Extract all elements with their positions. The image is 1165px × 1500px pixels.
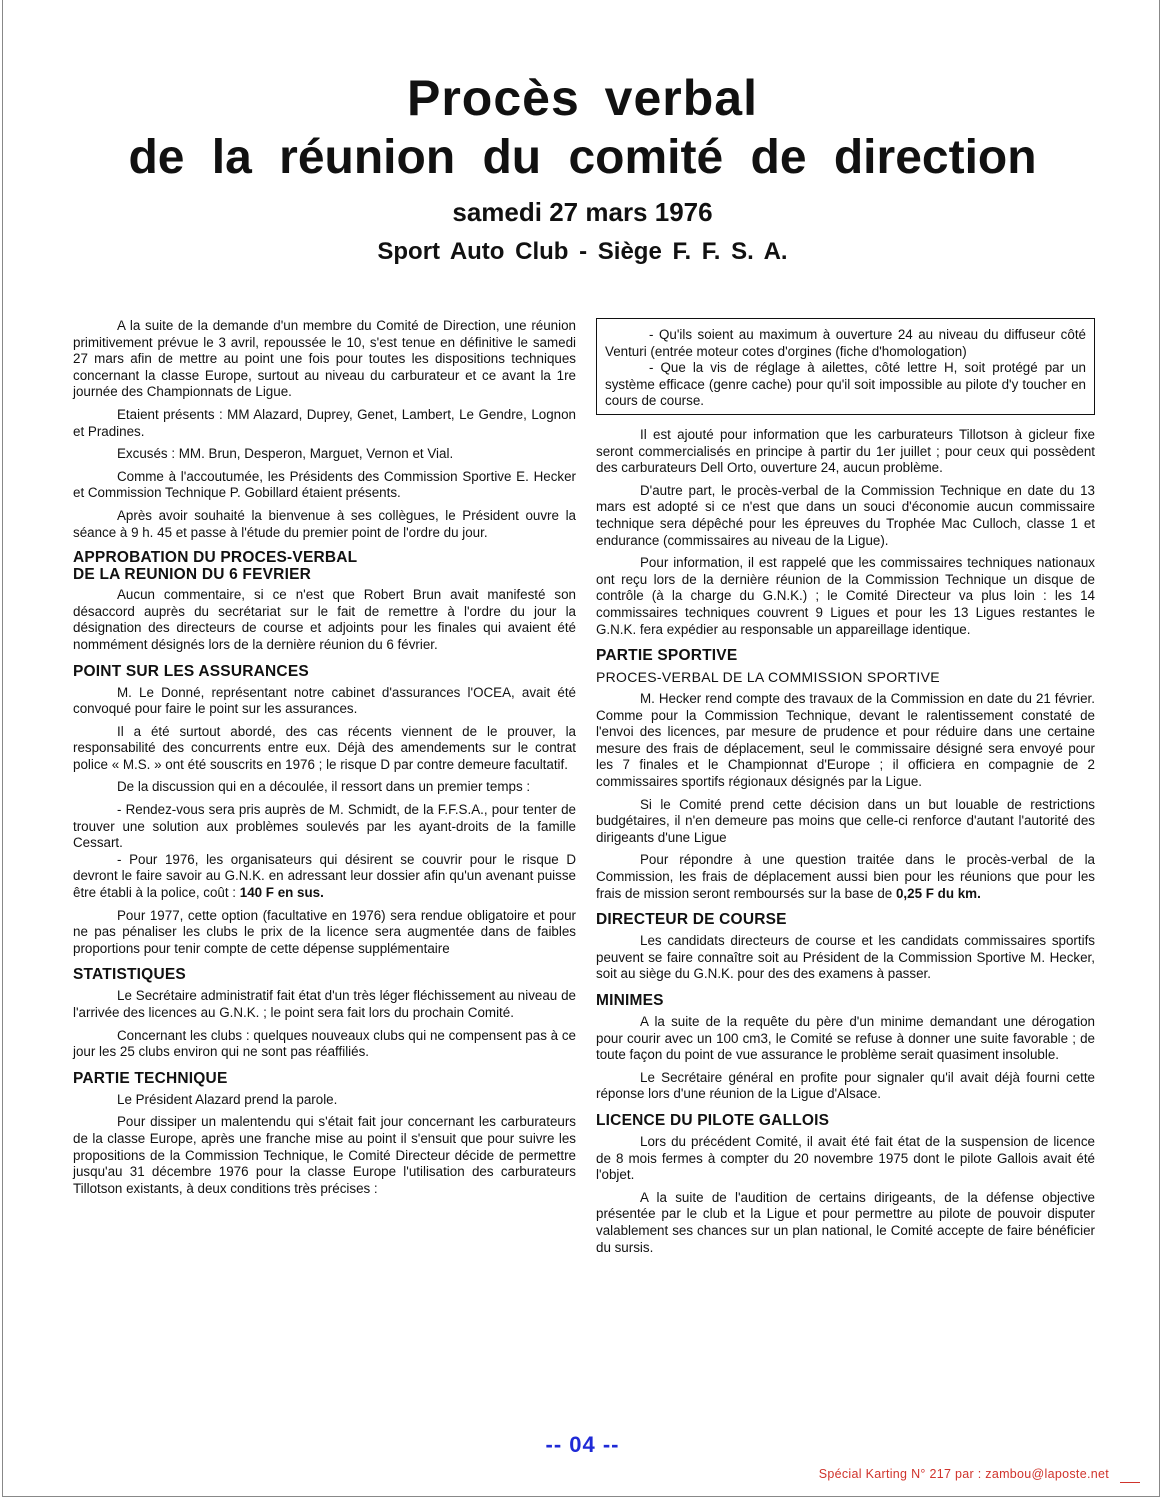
paragraph: Concernant les clubs : quelques nouveaux clubs qui ne compensent pas à ce jour les 25 clubs environ qui ne sont pas réaffiliés. [73, 1027, 576, 1060]
paragraph: Il a été surtout abordé, des cas récents viennent de le prouver, la responsabilité des concurrents entre eux. Déjà des amendements sur le contrat police « M.S. » ont été souscrits en 1976 ; le risque D par contre demeure facultatif. [73, 723, 576, 772]
sub-heading: PROCES-VERBAL DE LA COMMISSION SPORTIVE [596, 669, 940, 686]
footer-rule [1120, 1482, 1140, 1483]
paragraph: Le Président Alazard prend la parole. [117, 1091, 338, 1107]
paragraph: Le Secrétaire général en profite pour signaler qu'il avait déjà fourni cette réponse lors d'une réunion de la Ligue d'Alsace. [596, 1069, 1095, 1102]
condition-item: - Qu'ils soient au maximum à ouverture 24 au niveau du diffuseur côté Venturi (entrée moteur cotes d'orgines (fiche d'homologation) [605, 327, 1086, 359]
paragraph: Les candidats directeurs de course et les candidats commissaires sportifs peuvent se faire connaître soit au Président de la Commission Sportive M. Hecker, soit au siège du G.N.K. pour des des examens à passer. [596, 933, 1095, 982]
section-heading-approbation: APPROBATION DU PROCES-VERBAL DE LA REUNION DU 6 FEVRIER [73, 549, 358, 584]
section-heading-directeur-de-course: DIRECTEUR DE COURSE [596, 911, 787, 929]
meeting-location: Sport Auto Club - Siège F. F. S. A. [377, 238, 788, 265]
section-heading-licence-pilote: LICENCE DU PILOTE GALLOIS [596, 1111, 830, 1129]
paragraph: Pour dissiper un malentendu qui s'était fait jour concernant les carburateurs de la classe Europe, après une franche mise au point il s'ensuit que pour suivre les propositions de la Commission Technique, le Comité Directeur décide de permettre jusqu'au 31 décembre 1976 pour la classe Europe l'utilisation des carburateurs Tillotson existants, à deux conditions très précises : [73, 1114, 576, 1196]
paragraph: Aucun commentaire, si ce n'est que Robert Brun avait manifesté son désaccord auprès du secrétariat sur le fait de remettre à l'ordre du jour la désignation des directeurs de course et adjoints pour les finales qui avaient été nommément désignés lors de la dernière réunion du 6 février. [73, 587, 576, 652]
paragraph: Lors du précédent Comité, il avait été fait état de la suspension de licence de 8 mois fermes à compter du 20 novembre 1975 dont le pilote Gallois avait été l'objet. [596, 1133, 1095, 1183]
page-header [0, 68, 1165, 272]
section-heading-partie-sportive: PARTIE SPORTIVE [596, 647, 738, 665]
paragraph: M. Le Donné, représentant notre cabinet d'assurances l'OCEA, avait été convoqué pour faire le point sur les assurances. [73, 684, 576, 717]
left-column [73, 318, 576, 1203]
intro-paragraph: A la suite de la demande d'un membre du Comité de Direction, une réunion primitivement prévue le 3 avril, repoussée le 10, s'est tenue en définitive le samedi 27 mars afin de mettre au point une fois pour toutes les dispositions techniques concernant la classe Europe, surtout au niveau du carburateur et ce avant la 1re journée des Championnats de Ligue. [73, 318, 576, 400]
intro-paragraph: Excusés : MM. Brun, Desperon, Marguet, Vernon et Vial. [117, 446, 454, 462]
condition-item: - Que la vis de réglage à ailettes, côté lettre H, soit protégé par un système efficace (genre cache) pour qu'il soit impossible au pilote d'y toucher en cours de course. [605, 360, 1086, 409]
section-heading-statistiques: STATISTIQUES [73, 966, 186, 984]
section-heading-partie-technique: PARTIE TECHNIQUE [73, 1069, 228, 1087]
paragraph: Pour 1977, cette option (facultative en 1976) sera rendue obligatoire et pour ne pas pénaliser les clubs le prix de la licence sera augmentée dans de faibles proportions pour tenir compte de cette dépense supplémentaire [73, 907, 576, 956]
paragraph: Le Secrétaire administratif fait état d'un très léger fléchissement au niveau de l'arrivée des licences au G.N.K. ; le point sera fait lors du prochain Comité. [73, 988, 576, 1020]
paragraph: Il est ajouté pour information que les carburateurs Tillotson à gicleur fixe seront commercialisés en principe à partir du 1er juillet ; pour ceux qui possèdent des carburateurs Dell Orto, ouverture 24, aucun problème. [596, 426, 1095, 476]
paragraph: Pour répondre à une question traitée dans le procès-verbal de la Commission, les frais de déplacement aussi bien pour les réunions que pour les frais de mission seront remboursés sur la base de 0,25 F du km. [596, 852, 1095, 901]
bold-rate: 0,25 F du km. [895, 885, 981, 901]
page-title-line1: Procès verbal [407, 70, 758, 126]
intro-paragraph: Comme à l'accoutumée, les Présidents des Commission Sportive E. Hecker et Commission Technique P. Gobillard étaient présents. [73, 468, 576, 501]
intro-paragraph: Etaient présents : MM Alazard, Duprey, Genet, Lambert, Le Gendre, Lognon et Pradines. [73, 406, 576, 439]
paragraph: A la suite de la requête du père d'un minime demandant une dérogation pour courir avec un 100 cm3, le Comité se refuse à donner une suite favorable ; de toute façon du point de vue assurance le problème serait quasiment insoluble. [596, 1014, 1095, 1063]
paragraph: - Pour 1976, les organisateurs qui désirent se couvrir pour le risque D devront le faire savoir au G.N.K. en adressant leur dossier afin qu'un avenant puisse être établi à la police, coût : 140 F en sus. [73, 851, 576, 901]
right-column [596, 318, 1095, 1262]
meeting-date: samedi 27 mars 1976 [452, 197, 713, 227]
conditions-box [596, 318, 1095, 415]
paragraph: De la discussion qui en a découlée, il ressort dans un premier temps : [117, 779, 531, 795]
section-heading-assurances: POINT SUR LES ASSURANCES [73, 662, 309, 680]
paragraph: M. Hecker rend compte des travaux de la Commission en date du 21 février. Comme pour la Commission Technique, devant le ralentissement constaté de l'envoi des licences, par mesure de prudence et pour réduire dans une certaine mesure des frais de déplacement, seul le commissaire désigné sera envoyé pour les 7 finales et le Championnat d'Europe ; il officiera en compagnie de 2 commissaires sportifs régionaux désignés par la Ligue. [596, 691, 1095, 790]
paragraph: Si le Comité prend cette décision dans un but louable de restrictions budgétaires, il n'en demeure pas moins que celle-ci renforce d'autant l'autorité des dirigeants d'une Ligue [596, 796, 1095, 845]
bold-amount: 140 F en sus. [239, 885, 324, 901]
page-number: -- 04 -- [545, 1432, 620, 1457]
footer-credit: Spécial Karting N° 217 par : zambou@laposte.net [818, 1467, 1109, 1481]
section-heading-minimes: MINIMES [596, 992, 664, 1009]
intro-paragraph: Après avoir souhaité la bienvenue à ses collègues, le Président ouvre la séance à 9 h. 45 et passe à l'étude du premier point de l'ordre du jour. [73, 507, 576, 540]
paragraph: D'autre part, le procès-verbal de la Commission Technique en date du 13 mars est adopté si ce n'est que dans un souci d'économie aucun commissaire technique sera dépêché pour les épreuves du Trophée Mac Culloch, classe 1 et endurance (commissaires au niveau de la Ligue). [596, 482, 1095, 548]
paragraph: - Rendez-vous sera pris auprès de M. Schmidt, de la F.F.S.A., pour tenter de trouver une solution aux problèmes soulevés par les ayant-droits de la famille Cessart. [73, 802, 576, 851]
paragraph: Pour information, il est rappelé que les commissaires techniques nationaux ont reçu lors de la dernière réunion de la Commission Technique un disque de contrôle (à la charge du G.N.K.) ; le Comité Directeur va plus loin : les 14 commissaires techniques couvrent 9 Ligues et pour les 13 Ligues restantes le G.N.K. fera expédier au responsable un appareillage identique. [596, 555, 1095, 637]
page-title-line2: de la réunion du comité de direction [128, 131, 1037, 184]
paragraph: A la suite de l'audition de certains dirigeants, de la défense objective présentée par le club et la Ligue et pour permettre au pilote de pouvoir disputer valablement ses chances sur un plan national, le Comité accepte de faire bénéficier du sursis. [596, 1189, 1095, 1255]
